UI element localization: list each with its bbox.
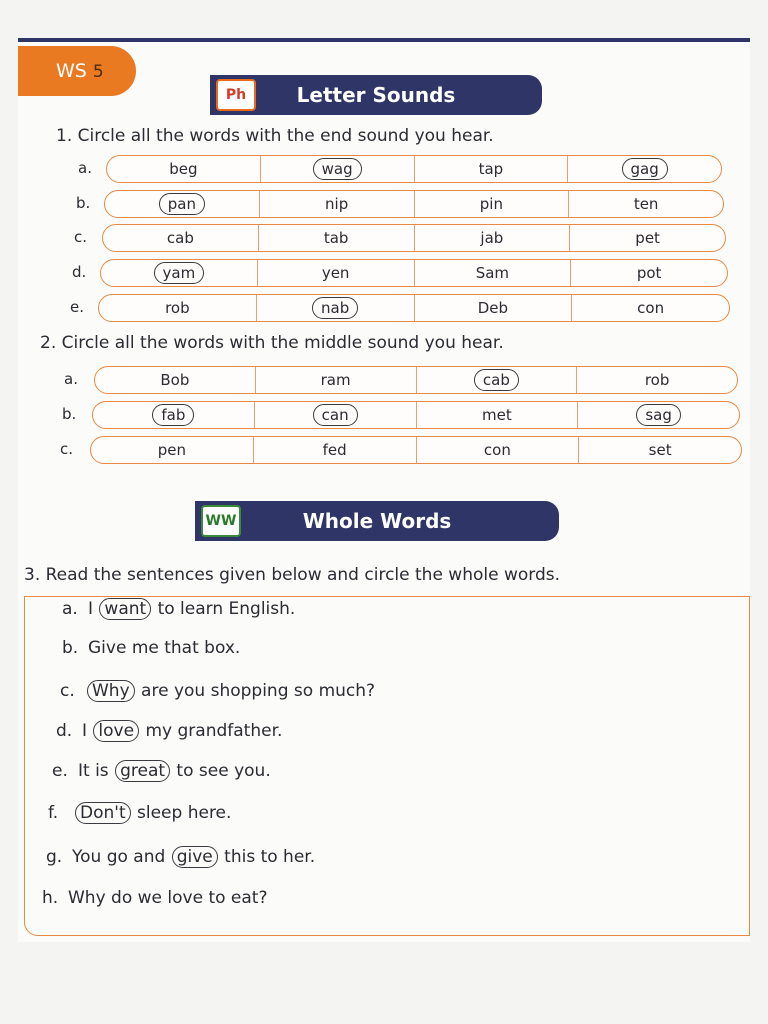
word[interactable]: met xyxy=(482,406,512,424)
word-cell xyxy=(107,156,260,182)
sentence xyxy=(46,846,315,868)
sentence-text: It is xyxy=(78,761,115,781)
word[interactable]: fed xyxy=(322,441,347,459)
sentence-letter: a. xyxy=(62,599,78,619)
word-cell xyxy=(95,367,255,393)
q2-word-row xyxy=(90,436,742,464)
word-cell xyxy=(103,225,258,251)
sentence xyxy=(62,638,240,658)
word[interactable]: set xyxy=(648,441,672,459)
sentence-text: sleep here. xyxy=(131,803,232,823)
question-1-title: 1. Circle all the words with the end sound you hear. xyxy=(56,126,494,146)
word-cell xyxy=(567,156,721,182)
word-cell xyxy=(91,437,253,463)
q1-row-letter: e. xyxy=(70,298,84,316)
sentence-text: You go and xyxy=(72,847,171,867)
sentence-text: are you shopping so much? xyxy=(135,681,376,701)
circled-whole-word[interactable]: Don't xyxy=(75,802,131,824)
word-cell xyxy=(93,402,254,428)
word-cell xyxy=(254,402,416,428)
q2-row-letter: a. xyxy=(64,370,78,388)
circled-word[interactable]: nab xyxy=(312,297,358,319)
word-cell xyxy=(577,402,739,428)
circled-whole-word[interactable]: Why xyxy=(87,680,135,702)
q1-row-letter: b. xyxy=(76,194,91,212)
q1-word-row xyxy=(102,224,726,252)
word[interactable]: cab xyxy=(166,229,194,247)
word[interactable]: pen xyxy=(157,441,186,459)
q2-word-row xyxy=(92,401,740,429)
sentence xyxy=(42,888,268,908)
sentence-text: Why do we love to eat? xyxy=(68,888,268,908)
sentence xyxy=(48,802,231,824)
sentence-text: to learn English. xyxy=(152,599,296,619)
sentence-text: my grandfather. xyxy=(140,721,283,741)
sentence-letter: f. xyxy=(48,803,59,823)
sentence xyxy=(52,760,271,782)
whole-words-logo-icon: WW xyxy=(201,505,241,537)
q1-row-letter: d. xyxy=(72,263,87,281)
word-cell xyxy=(101,260,257,286)
phonics-logo-icon: Ph xyxy=(216,79,256,111)
word-cell xyxy=(416,437,579,463)
circled-whole-word[interactable]: want xyxy=(99,598,151,620)
word-cell xyxy=(253,437,416,463)
word-cell xyxy=(414,225,570,251)
word-cell xyxy=(416,402,578,428)
word-cell xyxy=(259,191,414,217)
word-cell xyxy=(258,225,414,251)
sentence-letter: g. xyxy=(46,847,63,867)
word[interactable]: beg xyxy=(169,160,198,178)
circled-word[interactable]: pan xyxy=(159,193,205,215)
q1-word-row xyxy=(98,294,730,322)
word[interactable]: Sam xyxy=(475,264,510,282)
section-title: Letter Sounds xyxy=(296,83,456,107)
sentence-letter: h. xyxy=(42,888,59,908)
word[interactable]: pet xyxy=(635,229,660,247)
word-cell xyxy=(414,260,571,286)
word-cell xyxy=(570,260,727,286)
word[interactable]: jab xyxy=(480,229,504,247)
word[interactable]: ram xyxy=(320,371,351,389)
sentence-text: I xyxy=(82,721,93,741)
circled-whole-word[interactable]: give xyxy=(172,846,218,868)
question-2-title: 2. Circle all the words with the middle sound you hear. xyxy=(40,333,504,353)
circled-word[interactable]: yam xyxy=(154,262,205,284)
word-cell xyxy=(568,191,723,217)
word-cell xyxy=(256,295,414,321)
word-cell xyxy=(578,437,741,463)
word[interactable]: tap xyxy=(478,160,504,178)
word[interactable]: ten xyxy=(633,195,659,213)
worksheet-tag xyxy=(18,46,136,96)
circled-whole-word[interactable]: love xyxy=(93,720,139,742)
section-banner-letter-sounds xyxy=(210,75,542,115)
word-cell xyxy=(105,191,259,217)
q1-word-row xyxy=(104,190,724,218)
circled-word[interactable]: can xyxy=(313,404,358,426)
sentence-text: I xyxy=(88,599,99,619)
sentence-letter: b. xyxy=(62,638,79,658)
word[interactable]: nip xyxy=(325,195,349,213)
word-cell xyxy=(416,367,577,393)
q1-word-row xyxy=(100,259,728,287)
sentence xyxy=(60,680,375,702)
word-cell xyxy=(571,295,729,321)
sentence xyxy=(56,720,282,742)
sentence xyxy=(62,598,295,620)
worksheet-number: 5 xyxy=(92,62,104,82)
section-banner-whole-words xyxy=(195,501,559,541)
word[interactable]: Bob xyxy=(160,371,190,389)
circled-word[interactable]: fab xyxy=(152,404,194,426)
circled-word[interactable]: sag xyxy=(636,404,681,426)
word-cell xyxy=(414,191,569,217)
sentence-letter: d. xyxy=(56,721,73,741)
word[interactable]: rob xyxy=(644,371,670,389)
word[interactable]: pin xyxy=(479,195,503,213)
circled-word[interactable]: cab xyxy=(474,369,519,391)
word-cell xyxy=(260,156,414,182)
sentence-text: Give me that box. xyxy=(88,638,241,658)
q2-row-letter: c. xyxy=(60,440,74,458)
word[interactable]: rob xyxy=(165,299,190,317)
q1-row-letter: a. xyxy=(78,159,92,177)
word-cell xyxy=(257,260,414,286)
question-3-title: 3. Read the sentences given below and circle the whole words. xyxy=(24,565,561,585)
word[interactable]: con xyxy=(637,299,665,317)
circled-whole-word[interactable]: great xyxy=(115,760,170,782)
word-cell xyxy=(414,295,572,321)
q2-row-letter: b. xyxy=(62,405,77,423)
q1-row-letter: c. xyxy=(74,228,88,246)
word[interactable]: con xyxy=(483,441,511,459)
sentence-text: this to her. xyxy=(218,847,316,867)
circled-word[interactable]: gag xyxy=(622,158,668,180)
word-cell xyxy=(569,225,725,251)
word-cell xyxy=(414,156,568,182)
worksheet-tag-label: WS xyxy=(56,60,87,82)
word[interactable]: Deb xyxy=(477,299,509,317)
word-cell xyxy=(255,367,416,393)
sentence-text: to see you. xyxy=(171,761,271,781)
word[interactable]: pot xyxy=(636,264,662,282)
circled-word[interactable]: wag xyxy=(313,158,362,180)
word[interactable]: tab xyxy=(323,229,349,247)
sentence-letter: e. xyxy=(52,761,68,781)
word-cell xyxy=(99,295,256,321)
word[interactable]: yen xyxy=(321,264,350,282)
word-cell xyxy=(576,367,737,393)
q2-word-row xyxy=(94,366,738,394)
section-title: Whole Words xyxy=(302,509,452,533)
sentence-letter: c. xyxy=(60,681,75,701)
q1-word-row xyxy=(106,155,722,183)
